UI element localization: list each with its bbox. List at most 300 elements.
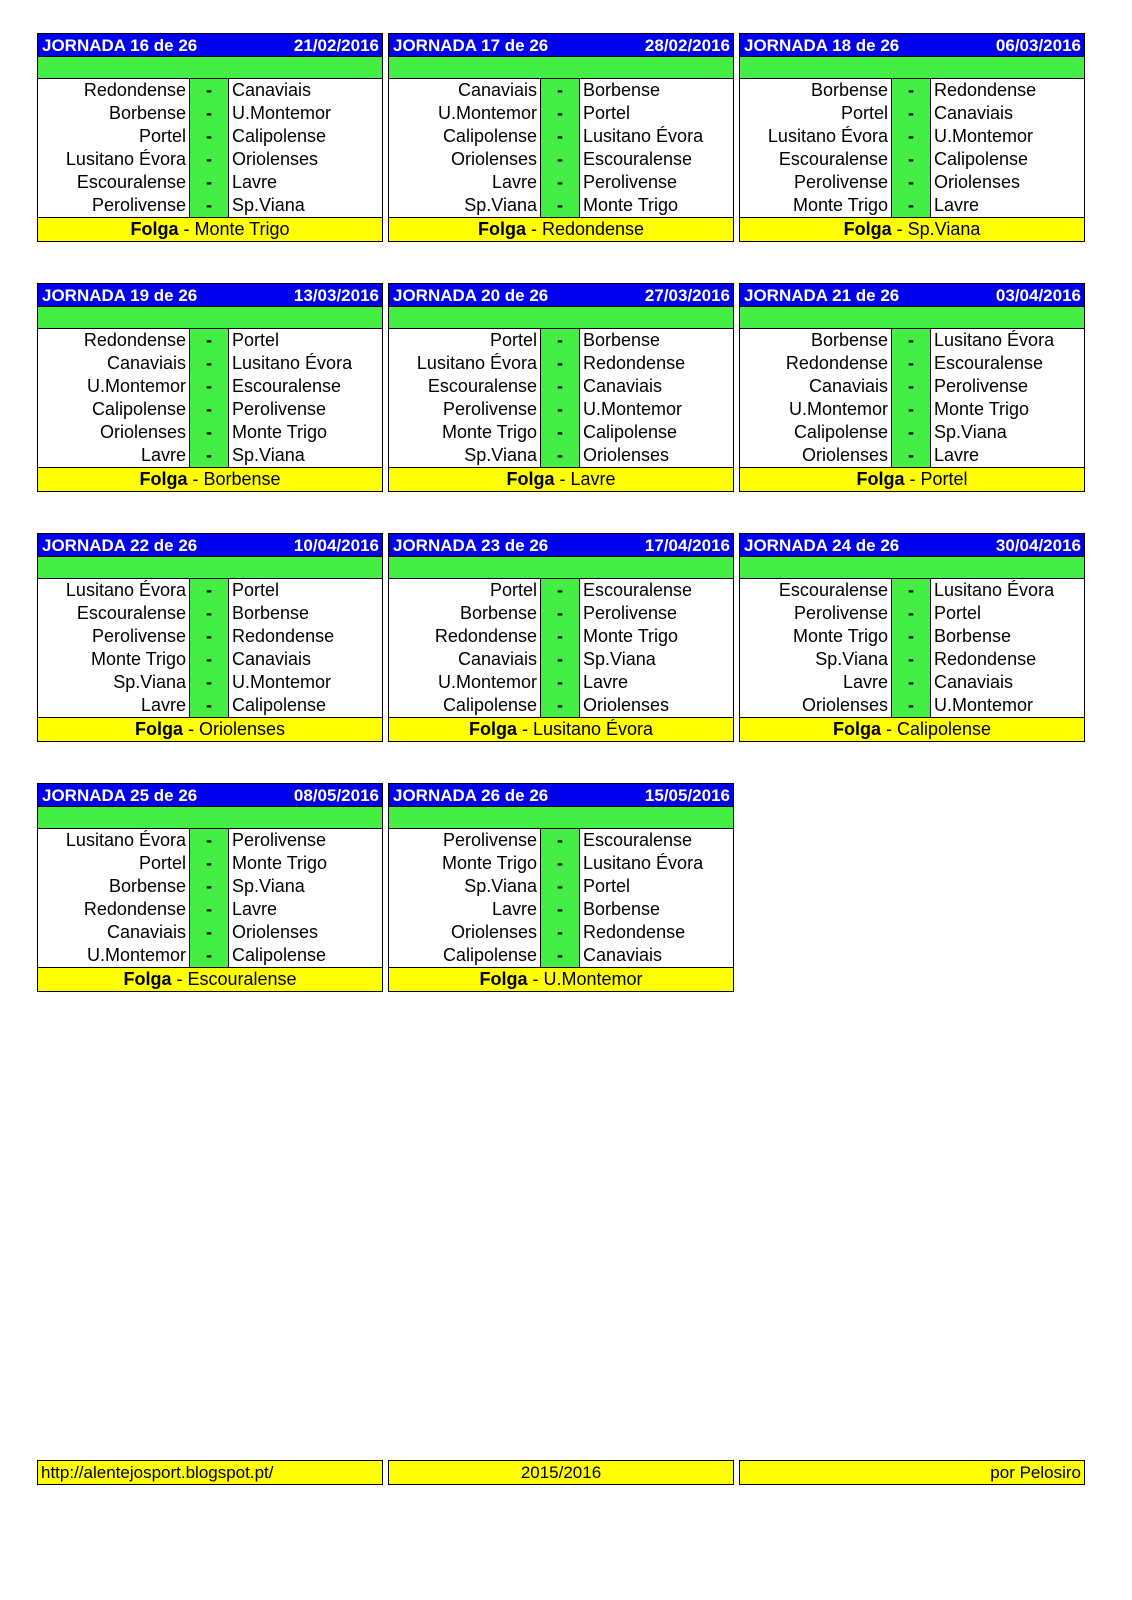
match-separator: - [190,829,228,852]
folga-bar [37,217,383,242]
away-team: Monte Trigo [579,194,733,217]
away-team: Oriolenses [228,148,382,171]
match-row [38,375,382,398]
match-row [389,829,733,852]
away-team: Canaviais [579,944,733,967]
jornada-matches [388,79,734,217]
match-row [740,398,1084,421]
away-team: Oriolenses [228,921,382,944]
folga-sep: - [182,719,199,739]
home-team: Perolivense [389,398,541,421]
folga-sep: - [527,969,544,989]
home-team: Redondense [38,79,190,102]
match-row [38,648,382,671]
folga-bar [37,717,383,742]
match-separator: - [541,648,579,671]
away-team: Escouralense [579,148,733,171]
home-team: Redondense [38,329,190,352]
jornada-header [739,33,1085,56]
jornada-block [739,283,1085,492]
home-team: Redondense [38,898,190,921]
away-team: Oriolenses [930,171,1084,194]
home-team: Lusitano Évora [740,125,892,148]
jornada-block [388,783,734,992]
match-row [389,852,733,875]
home-team: Monte Trigo [38,648,190,671]
home-team: Borbense [389,602,541,625]
match-separator: - [892,444,930,467]
home-team: Perolivense [389,829,541,852]
match-row [38,625,382,648]
folga-bar [37,467,383,492]
match-separator: - [190,898,228,921]
home-team: Calipolense [389,694,541,717]
jornada-matches [739,79,1085,217]
match-row [740,671,1084,694]
match-separator: - [541,79,579,102]
folga-team: Oriolenses [198,719,286,739]
match-separator: - [541,194,579,217]
jornada-matches [739,579,1085,717]
away-team: Portel [930,602,1084,625]
home-team: Lavre [38,444,190,467]
jornada-green-bar [37,806,383,829]
jornada-block [37,283,383,492]
home-team: Sp.Viana [389,444,541,467]
match-separator: - [541,421,579,444]
away-team: Lavre [579,671,733,694]
home-team: U.Montemor [38,944,190,967]
away-team: Lusitano Évora [930,329,1084,352]
home-team: Portel [740,102,892,125]
jornada-date: 15/05/2016 [644,786,730,805]
away-team: Redondense [579,352,733,375]
folga-label: Folga [477,219,526,239]
match-row [740,79,1084,102]
match-separator: - [190,694,228,717]
match-separator: - [541,852,579,875]
home-team: Sp.Viana [389,194,541,217]
home-team: Lusitano Évora [38,148,190,171]
match-row [740,694,1084,717]
away-team: Lusitano Évora [930,579,1084,602]
away-team: Escouralense [579,579,733,602]
jornadas-row [37,533,1107,742]
match-row [38,329,382,352]
away-team: U.Montemor [579,398,733,421]
match-separator: - [892,194,930,217]
away-team: Redondense [579,921,733,944]
away-team: Calipolense [579,421,733,444]
jornada-header [37,783,383,806]
folga-team: Monte Trigo [194,219,290,239]
match-separator: - [892,352,930,375]
match-row [38,194,382,217]
home-team: Calipolense [740,421,892,444]
match-row [740,421,1084,444]
match-row [389,398,733,421]
away-team: Sp.Viana [228,194,382,217]
jornada-header [739,283,1085,306]
match-row [38,694,382,717]
match-separator: - [541,579,579,602]
match-separator: - [541,829,579,852]
jornada-block [37,33,383,242]
home-team: Lusitano Évora [38,829,190,852]
jornada-title: JORNADA 26 de 26 [393,786,549,805]
home-team: Calipolense [38,398,190,421]
home-team: Escouralense [740,148,892,171]
jornada-green-bar [739,56,1085,79]
match-row [740,194,1084,217]
folga-label: Folga [123,969,172,989]
away-team: Perolivense [228,829,382,852]
jornada-date: 27/03/2016 [644,286,730,305]
away-team: Canaviais [579,375,733,398]
jornada-green-bar [739,306,1085,329]
match-separator: - [190,602,228,625]
home-team: Sp.Viana [740,648,892,671]
away-team: Oriolenses [579,444,733,467]
away-team: Oriolenses [579,694,733,717]
match-row [740,444,1084,467]
home-team: Sp.Viana [389,875,541,898]
jornada-title: JORNADA 18 de 26 [744,36,900,55]
match-row [38,148,382,171]
folga-label: Folga [130,219,179,239]
jornada-header [388,533,734,556]
match-row [38,398,382,421]
match-row [389,444,733,467]
match-separator: - [892,579,930,602]
match-row [740,579,1084,602]
home-team: Portel [389,329,541,352]
folga-bar [388,717,734,742]
jornada-green-bar [739,556,1085,579]
folga-bar [739,467,1085,492]
away-team: Portel [228,579,382,602]
match-row [38,444,382,467]
home-team: Borbense [740,79,892,102]
match-separator: - [892,375,930,398]
match-separator: - [541,671,579,694]
match-row [38,898,382,921]
away-team: Lavre [930,194,1084,217]
jornadas-row [37,783,1107,992]
jornada-block [388,283,734,492]
away-team: Canaviais [930,671,1084,694]
match-separator: - [190,625,228,648]
jornada-matches [37,329,383,467]
jornada-date: 30/04/2016 [995,536,1081,555]
folga-label: Folga [139,469,188,489]
home-team: Borbense [38,875,190,898]
folga-team: Escouralense [187,969,297,989]
home-team: Oriolenses [38,421,190,444]
jornada-green-bar [388,806,734,829]
match-row [389,329,733,352]
away-team: Sp.Viana [930,421,1084,444]
match-row [389,375,733,398]
match-separator: - [892,398,930,421]
folga-sep: - [554,469,571,489]
home-team: Lavre [38,694,190,717]
match-row [740,329,1084,352]
away-team: Perolivense [579,171,733,194]
match-row [389,602,733,625]
match-separator: - [541,944,579,967]
home-team: Lusitano Évora [38,579,190,602]
jornada-green-bar [37,556,383,579]
match-separator: - [190,398,228,421]
away-team: Lavre [228,171,382,194]
folga-team: Portel [920,469,968,489]
away-team: U.Montemor [228,102,382,125]
away-team: Lusitano Évora [228,352,382,375]
folga-team: Lavre [570,469,616,489]
match-separator: - [541,625,579,648]
home-team: Redondense [389,625,541,648]
jornada-header [37,533,383,556]
away-team: Redondense [930,648,1084,671]
away-team: Perolivense [228,398,382,421]
away-team: Perolivense [579,602,733,625]
away-team: Borbense [228,602,382,625]
away-team: U.Montemor [930,125,1084,148]
away-team: Calipolense [930,148,1084,171]
jornada-header [388,283,734,306]
away-team: Lusitano Évora [579,852,733,875]
match-separator: - [190,921,228,944]
jornada-date: 10/04/2016 [293,536,379,555]
match-separator: - [190,671,228,694]
folga-bar [388,467,734,492]
away-team: Monte Trigo [228,852,382,875]
jornada-header [388,783,734,806]
footer-blog-link[interactable]: http://alentejosport.blogspot.pt/ [37,1460,383,1485]
match-row [389,875,733,898]
match-separator: - [190,648,228,671]
match-row [38,829,382,852]
away-team: U.Montemor [228,671,382,694]
match-row [389,421,733,444]
jornada-green-bar [388,556,734,579]
jornada-matches [37,79,383,217]
jornada-block [388,533,734,742]
match-separator: - [892,329,930,352]
folga-bar [388,967,734,992]
away-team: Borbense [579,79,733,102]
home-team: Borbense [740,329,892,352]
home-team: Monte Trigo [740,625,892,648]
match-separator: - [892,148,930,171]
jornada-header [388,33,734,56]
folga-team: Lusitano Évora [532,719,654,739]
away-team: Lusitano Évora [579,125,733,148]
home-team: Borbense [38,102,190,125]
home-team: Lavre [389,898,541,921]
home-team: U.Montemor [389,671,541,694]
home-team: Redondense [740,352,892,375]
jornada-green-bar [37,306,383,329]
match-separator: - [541,125,579,148]
jornada-title: JORNADA 20 de 26 [393,286,549,305]
match-row [389,898,733,921]
match-row [38,102,382,125]
match-row [389,694,733,717]
match-row [38,944,382,967]
folga-sep: - [904,469,921,489]
match-separator: - [541,602,579,625]
match-separator: - [541,444,579,467]
match-separator: - [892,421,930,444]
folga-sep: - [891,219,908,239]
match-separator: - [892,625,930,648]
away-team: Borbense [579,898,733,921]
away-team: Lavre [228,898,382,921]
home-team: Lavre [389,171,541,194]
jornada-matches [37,579,383,717]
jornada-date: 06/03/2016 [995,36,1081,55]
home-team: Perolivense [38,625,190,648]
folga-label: Folga [479,969,528,989]
folga-sep: - [171,969,188,989]
match-separator: - [190,421,228,444]
away-team: Lavre [930,444,1084,467]
footer-author: por Pelosiro [739,1460,1085,1485]
home-team: Escouralense [389,375,541,398]
jornada-title: JORNADA 17 de 26 [393,36,549,55]
away-team: Portel [228,329,382,352]
match-separator: - [892,602,930,625]
jornada-date: 03/04/2016 [995,286,1081,305]
folga-sep: - [516,719,533,739]
jornada-green-bar [37,56,383,79]
match-separator: - [190,375,228,398]
folga-label: Folga [134,719,183,739]
match-row [38,921,382,944]
away-team: Escouralense [930,352,1084,375]
away-team: Perolivense [930,375,1084,398]
match-row [389,921,733,944]
home-team: Portel [389,579,541,602]
home-team: U.Montemor [38,375,190,398]
away-team: Calipolense [228,944,382,967]
home-team: Canaviais [389,79,541,102]
home-team: Canaviais [38,921,190,944]
jornada-block [739,533,1085,742]
match-row [389,148,733,171]
away-team: Escouralense [579,829,733,852]
folga-sep: - [187,469,204,489]
away-team: Canaviais [228,648,382,671]
folga-bar [739,217,1085,242]
folga-label: Folga [468,719,517,739]
jornada-block [37,533,383,742]
footer [37,1460,1085,1485]
match-separator: - [892,125,930,148]
away-team: Borbense [930,625,1084,648]
match-row [389,125,733,148]
match-separator: - [892,102,930,125]
match-row [389,102,733,125]
jornada-title: JORNADA 19 de 26 [42,286,198,305]
home-team: Monte Trigo [740,194,892,217]
jornada-matches [388,579,734,717]
home-team: Escouralense [38,602,190,625]
match-row [38,852,382,875]
jornada-title: JORNADA 16 de 26 [42,36,198,55]
home-team: Canaviais [740,375,892,398]
match-separator: - [541,398,579,421]
jornada-block [388,33,734,242]
jornada-date: 08/05/2016 [293,786,379,805]
home-team: Perolivense [740,602,892,625]
jornada-matches [37,829,383,967]
home-team: U.Montemor [389,102,541,125]
home-team: Portel [38,852,190,875]
folga-label: Folga [856,469,905,489]
match-row [38,79,382,102]
match-row [389,579,733,602]
away-team: Escouralense [228,375,382,398]
match-row [740,625,1084,648]
jornada-date: 21/02/2016 [293,36,379,55]
match-separator: - [190,125,228,148]
folga-team: Sp.Viana [907,219,981,239]
match-row [38,125,382,148]
jornada-header [37,283,383,306]
match-row [740,102,1084,125]
match-separator: - [892,694,930,717]
jornada-matches [388,829,734,967]
jornada-header [739,533,1085,556]
home-team: Lusitano Évora [389,352,541,375]
match-row [38,421,382,444]
away-team: Portel [579,875,733,898]
home-team: Oriolenses [389,921,541,944]
home-team: Escouralense [38,171,190,194]
home-team: Calipolense [389,944,541,967]
home-team: Sp.Viana [38,671,190,694]
match-row [389,79,733,102]
match-separator: - [892,671,930,694]
home-team: Portel [38,125,190,148]
away-team: Calipolense [228,694,382,717]
jornada-matches [388,329,734,467]
folga-bar [388,217,734,242]
match-row [389,944,733,967]
match-row [389,171,733,194]
match-row [38,352,382,375]
folga-label: Folga [843,219,892,239]
home-team: Monte Trigo [389,852,541,875]
jornada-title: JORNADA 25 de 26 [42,786,198,805]
match-separator: - [541,171,579,194]
folga-sep: - [880,719,897,739]
away-team: Calipolense [228,125,382,148]
match-row [740,171,1084,194]
home-team: U.Montemor [740,398,892,421]
match-separator: - [190,148,228,171]
away-team: Redondense [930,79,1084,102]
match-separator: - [541,694,579,717]
match-separator: - [190,579,228,602]
home-team: Perolivense [740,171,892,194]
away-team: Sp.Viana [579,648,733,671]
away-team: Monte Trigo [228,421,382,444]
match-separator: - [190,875,228,898]
